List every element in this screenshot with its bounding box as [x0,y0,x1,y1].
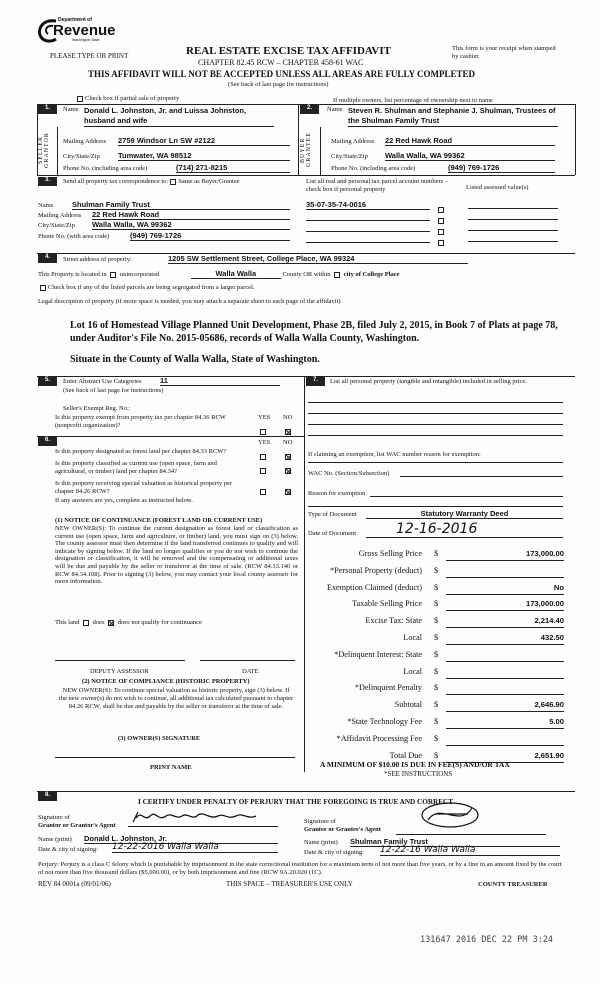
land-prefix: This land [55,619,80,626]
legal-description: Lot 16 of Homestead Village Planned Unit Development, Phase 2B, filed July 2, 2015, in Book 7 of Plats at page 78, under Auditor's File No. 2015-05686, records of Walla Walla County, Washington. [70,320,558,344]
buyer-phone-label: Phone No. (including area code) [331,165,416,172]
section-5-badge: 5. [38,377,57,386]
see-instructions: *SEE INSTRUCTIONS [384,770,453,778]
exempt-yes-checkbox[interactable] [260,429,266,435]
corr-name-label: Name [38,202,54,209]
current-use-no-checkbox[interactable] [285,468,291,474]
grantor-sig-label-1: Signature of [38,814,70,821]
notice1-title: (1) NOTICE OF CONTINUANCE (FOREST LAND OR CURRENT USE) [55,517,263,524]
segregated-checkbox[interactable] [40,285,46,291]
section-2-badge: 2. [300,105,319,114]
unincorporated-checkbox[interactable] [110,272,116,278]
tax-row-amount[interactable] [446,667,564,679]
dept-state: Washington State [72,38,100,42]
tax-row-amount[interactable]: 2,651.90 [446,751,564,763]
sec5-yes-header: YES [258,414,271,421]
doc-type-label: Type of Document [308,511,357,518]
buyer-city[interactable]: Walla Walla, WA 99362 [385,151,555,161]
corr-name[interactable]: Shulman Family Trust [72,200,290,210]
seller-mailing[interactable]: 2759 Windsor Ln SW #2122 [118,136,290,146]
grantor-name[interactable]: Donald L. Johnston, Jr. [84,834,278,844]
tax-row-label: *Affidavit Processing Fee [336,734,422,743]
deputy-date-label: DATE [242,668,259,675]
street-address[interactable]: 1205 SW Settlement Street, College Place, WA 99324 [168,254,468,264]
q-historic: Is this property receiving special valuation as historical property per chapter 84.26 RCW? [55,480,233,495]
deputy-assessor-label: DEPUTY ASSESSOR [90,668,149,675]
section-4-badge: 4. [38,254,57,263]
sec6-yes-header: YES [258,439,271,446]
corr-mailing-label: Mailing Address [38,212,82,219]
tax-row-amount[interactable]: 432.50 [446,633,564,645]
dor-logo [36,17,116,47]
buyer-name[interactable]: Steven R. Shulman and Stephanie J. Shulman, Trustees of the Shulman Family Trust [348,106,558,127]
personal-property-label: List all personal property (tangible and intangible) included in selling price. [330,378,527,385]
multiple-owners-note: If multiple owners, list percentage of ownership next to name [333,97,493,104]
recording-stamp: 131647 2016 DEC 22 PM 3:24 [420,935,554,945]
grantee-name-label: Name (print) [304,839,338,846]
same-as-buyer-label: Same as Buyer/Grantee [178,178,240,185]
exempt-reg-label: Seller's Exempt Reg. No.: [63,405,131,412]
tax-row-amount[interactable] [446,650,564,662]
seller-phone-label: Phone No. (including area code) [63,165,148,172]
county-or-label: County OR within [282,271,331,278]
tax-row-currency: $ [434,650,439,659]
tax-row-amount[interactable]: 173,000.00 [446,599,564,611]
doc-date-label: Date of Document [308,530,357,537]
wac-no-label: WAC No. (Section/Subsection) [308,470,390,477]
tax-row-label: *Delinquent Interest: State [334,650,422,659]
owner-signature-label: (3) OWNER(S) SIGNATURE [118,735,201,742]
tax-row-currency: $ [434,734,439,743]
parcel-4-personal-checkbox[interactable] [438,240,444,246]
tax-row-currency: $ [434,633,439,642]
tax-row-label: *Delinquent Penalty [354,683,422,692]
seller-city[interactable]: Tumwater, WA 98512 [118,151,290,161]
grantee-sig-label-2: Grantee or Grantee's Agent [304,826,381,833]
grantor-sig-label [38,814,116,830]
tax-row [306,683,568,696]
sec5-no-header: NO [283,414,293,421]
buyer-mailing-label: Mailing Address [331,138,375,145]
tax-row [306,650,568,663]
form-revision: REV 84 0001a (09/01/06) [38,880,111,888]
corr-phone-label: Phone No. (with area code) [38,233,110,240]
abstract-label: Enter Abstract Use Categories [63,378,142,385]
tax-row-amount[interactable]: 2,646.90 [446,700,564,712]
tax-row-label: Gross Selling Price [358,549,422,558]
tax-row-label: *Personal Property (deduct) [330,566,422,575]
notice2-text: NEW OWNER(S): To continue special valuation as historic property, sign (3) below. If the new owner(s) do not wish to continue, all additional tax calculated pursuant to chapter 84.26 RCW, shall be due and payable by the seller or transferor at the time of sale. [58,687,294,710]
tax-row-currency: $ [434,616,439,625]
county-treasurer: COUNTY TREASURER [478,881,548,888]
partial-sale-checkbox[interactable] [77,96,83,102]
buyer-mailing[interactable]: 22 Red Hawk Road [385,136,555,146]
tax-row-amount[interactable] [446,734,564,746]
corr-mailing[interactable]: 22 Red Hawk Road [92,210,290,220]
doc-type[interactable]: Statutory Warranty Deed [366,509,563,519]
does-not-checkbox[interactable] [108,620,114,626]
tax-row [306,599,568,612]
seller-name-label: Name [63,106,79,113]
forest-yes-checkbox[interactable] [260,454,266,460]
does-label: does [92,619,105,626]
tax-row [306,583,568,596]
send-correspondence [63,178,240,186]
print-name-label: PRINT NAME [150,764,192,771]
seller-city-label: City/State/Zip [63,153,100,160]
corr-city[interactable]: Walla Walla, WA 99362 [92,220,290,230]
grantee-sig-label [304,818,381,834]
located-prefix: This Property is located in [38,271,107,278]
legal-label: Legal description of property (if more space is needed, you may attach a separate sheet to each page of the affidavit) [38,298,341,305]
street-label: Street address of property: [63,256,132,263]
grantee-date-label: Date & city of signing: [304,849,364,856]
buyer-city-label: City/State/Zip [331,153,368,160]
continuance-row [55,619,202,627]
seller-phone[interactable]: (714) 271-8215 [176,163,290,173]
sec6-no-header: NO [283,439,293,446]
grantee-date[interactable]: 12-22-16 Walla Walla [380,845,560,856]
tax-row-currency: $ [434,751,439,760]
q-current-use: Is this property classified as current use (open space, farm and agricultural, or timber) land per chapter 84.34? [55,460,217,475]
forest-no-checkbox[interactable] [285,454,291,460]
situate-line: Situate in the County of Walla Walla, State of Washington. [70,354,320,365]
section-3-badge: 3. [38,177,57,186]
grantee-signature-scribble [410,800,490,830]
corr-phone[interactable]: (949) 769-1726 [130,231,290,241]
corr-city-label: City/State/Zip [38,222,75,229]
tax-row-currency: $ [434,717,439,726]
grantor-date-label: Date & city of signing: [38,846,98,853]
same-as-buyer-checkbox[interactable] [170,179,176,185]
tax-row [306,633,568,646]
tax-row [306,616,568,629]
grantee-signature[interactable] [396,820,546,835]
segregated-row [38,284,255,292]
abstract-see-back: (See back of last page for instructions) [63,387,164,394]
notice1-text: NEW OWNER(S): To continue the current designation as forest land or classification as current use (open space, farm and agriculture, or timber) land, you must sign on (3) below. The county assessor must then determine if the land transferred continues to qualify and will indicate by signing below. If the land no longer qualifies or you do not wish to continue the designation or classification, it will be removed and the compensating or additional taxes will be due and payable by the seller or transferor at the time of sale. (RCW 84.33.140 or RCW 84.34.108). Prior to signing (3) below, you may contact your local county assessor for more information. [55,525,298,586]
buyer-name-label: Name [327,106,343,113]
grantor-sig-label-2: Grantor or Grantor's Agent [38,822,116,829]
tax-row-currency: $ [434,700,439,709]
seller-mailing-label: Mailing Address [63,138,107,145]
county-value[interactable]: Walla Walla [191,270,281,279]
tax-row-label: Taxable Selling Price [352,599,422,608]
seller-side-label: SELLER GRANTOR [38,132,50,168]
form-see-back: (See back of last page for instructions) [228,81,329,88]
historic-no-checkbox[interactable] [285,489,291,495]
perjury-statement: Perjury: Perjury is a class C felony which is punishable by imprisonment in the state correctional institution for a maximum term of not more than five years, or by a fine in an amount fixed by the court of not more than five thousand dollars ($5,000.00), or by both imprisonment and fine (RCW 9A.20.020 (1C). [38,861,562,876]
tax-row-currency: $ [434,683,439,692]
tax-row-label: Local [403,633,422,642]
tax-row-currency: $ [434,599,439,608]
historic-yes-checkbox[interactable] [260,489,266,495]
form-warning: THIS AFFIDAVIT WILL NOT BE ACCEPTED UNLESS ALL AREAS ARE FULLY COMPLETED [88,69,476,79]
minimum-fee-note: A MINIMUM OF $10.00 IS DUE IN FEE(S) AND/OR TAX [320,760,510,769]
tax-row [306,734,568,747]
buyer-side-label: BUYER GRANTEE [300,132,312,168]
q-forest: Is this property designated as forest land per chapter 84.33 RCW? [55,448,227,455]
city-of-label: city of College Place [343,271,400,278]
q-note: If any answers are yes, complete as instructed below. [55,497,193,504]
certify-statement: I CERTIFY UNDER PENALTY OF PERJURY THAT THE FOREGOING IS TRUE AND CORRECT [138,798,453,806]
tax-row-label: *State Technology Fee [347,717,422,726]
partial-sale-row [75,95,179,103]
assessed-header: Listed assessed value(s) [466,184,529,191]
tax-row-amount[interactable] [446,683,564,695]
tax-row-currency: $ [434,549,439,558]
city-checkbox[interactable] [334,272,340,278]
tax-row-amount[interactable]: 173,000.00 [446,549,564,561]
receipt-note: This form is your receipt when stamped by cashier. [452,45,556,60]
tax-row-amount[interactable]: 2,214.40 [446,616,564,628]
form-title: REAL ESTATE EXCISE TAX AFFIDAVIT [186,45,391,57]
abstract-value[interactable]: 11 [160,376,280,386]
grantor-name-label: Name (print) [38,836,72,843]
send-label: Send all property tax correspondence to: [63,178,169,185]
tax-row-amount[interactable]: 5.00 [446,717,564,729]
section-7-badge: 7. [306,377,325,386]
dept-big: Revenue [53,22,116,39]
tax-row-currency: $ [434,583,439,592]
parcel-1[interactable]: 35-07-35-74-0016 [306,200,430,210]
tax-row-amount[interactable] [446,566,564,578]
tax-row-amount[interactable]: No [446,583,564,595]
does-not-label: does not qualify for continuance [117,619,202,626]
tax-row-label: Subtotal [394,700,422,709]
tax-row-currency: $ [434,566,439,575]
section-1-badge: 1. [38,105,57,114]
grantor-signature[interactable] [128,812,278,827]
grantee-name[interactable]: Shulman Family Trust [350,837,560,847]
tax-row [306,717,568,730]
partial-sale-label: Check box if partial sale of property [85,95,180,102]
tax-row [306,667,568,680]
notice2-title: (2) NOTICE OF COMPLIANCE (HISTORIC PROPERTY) [82,678,250,685]
dept-small: Department of [58,17,92,23]
tax-row-label: Excise Tax: State [365,616,422,625]
segregated-label: Check box if any of the listed parcels are being segregated from a larger parcel. [48,284,255,291]
tax-row-label: Local [403,667,422,676]
current-use-yes-checkbox[interactable] [260,468,266,474]
exempt-question: Is this property exempt from property tax per chapter 84.36 RCW (nonprofit organization)? [55,414,226,429]
tax-row [306,566,568,579]
tax-row-label: Exemption Claimed (deduct) [326,583,422,592]
tax-row [306,549,568,562]
doc-date[interactable]: 12-16-2016 [366,521,563,538]
reason-label: Reason for exemption [308,490,366,497]
seller-name[interactable]: Donald L. Johnston, Jr. and Luissa Johnston, husband and wife [84,106,274,127]
grantor-signature-scribble [128,808,278,826]
tax-row-label: Total Due [389,751,422,760]
exempt-no-checkbox[interactable] [285,429,291,435]
print-note: PLEASE TYPE OR PRINT [50,52,129,60]
buyer-phone[interactable]: (949) 769-1726 [448,163,555,173]
parcel-header: List all real and personal tax parcel account numbers – check box if personal property [306,178,449,193]
section-6-badge: 6. [38,437,57,446]
grantor-date[interactable]: 12-22-2016 Walla Walla [112,842,278,853]
does-checkbox[interactable] [83,620,89,626]
tax-row-currency: $ [434,667,439,676]
form-chapter: CHAPTER 82.45 RCW – CHAPTER 458-61 WAC [198,58,364,67]
wac-claim-label: If claiming an exemption, list WAC number reason for exemption: [308,451,481,458]
tax-row [306,700,568,713]
location-row [38,270,578,279]
grantee-sig-label-1: Signature of [304,818,336,825]
section-8-badge: 8. [38,792,57,801]
treasurer-space: THIS SPACE – TREASURER'S USE ONLY [226,880,353,888]
unincorporated-label: unincorporated [119,271,160,278]
